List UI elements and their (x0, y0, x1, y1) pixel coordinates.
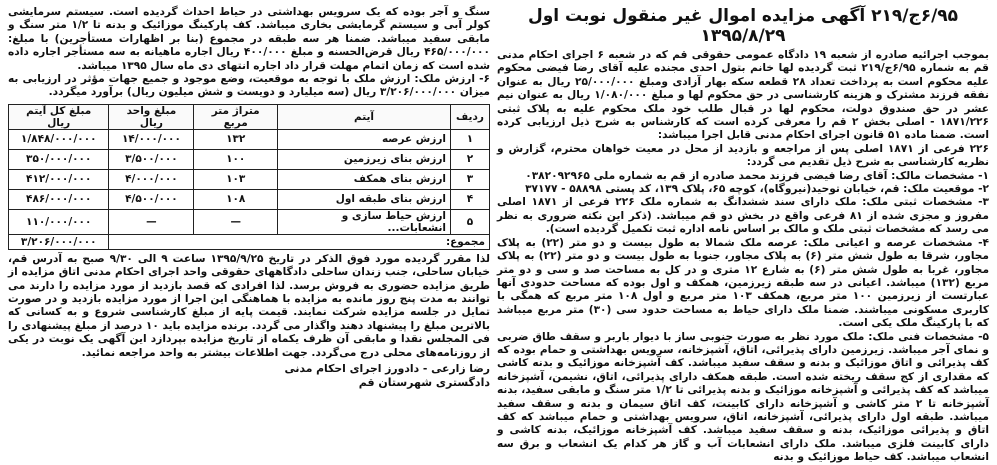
cell-unit-price: ۱۴/۰۰۰/۰۰۰ (109, 129, 194, 149)
cell-sum-value: ۳/۲۰۶/۰۰۰/۰۰۰ (9, 234, 109, 249)
cell-area: ۱۰۳ (194, 169, 278, 189)
cell-row-number: ۵ (451, 209, 490, 234)
cell-item: ارزش عرصه (278, 129, 451, 149)
cell-row-number: ۱ (451, 129, 490, 149)
cell-total-price: ۱/۸۴۸/۰۰۰/۰۰۰ (9, 129, 109, 149)
table-header-row (9, 104, 490, 129)
cell-row-number: ۲ (451, 149, 490, 169)
paragraph-report-intro: ۲۲۶ فرعی از ۱۸۷۱ اصلی پس از مراجعه و بازدید از محل در معیت خواهان محترم، گزارش و نظریه کارشناسی به شرح ذیل تقدیم می گردد: (497, 142, 989, 169)
cell-total-price: ۴۱۲/۰۰۰/۰۰۰ (9, 169, 109, 189)
header-row-number: ردیف (451, 104, 490, 129)
cell-area: — (194, 209, 278, 234)
header-total-price: مبلغ کل آیتم ریال (9, 104, 109, 129)
table-row (9, 169, 490, 189)
cell-unit-price: — (109, 209, 194, 234)
paragraph-location: ۲- موقعیت ملک: قم، خیابان توحید(نیروگاه)، کوچه ۶۵، پلاک ۱۳۹، کد پستی ۵۸۸۹۸ - ۳۷۱۷۷ (525, 183, 989, 196)
cell-unit-price: ۳/۵۰۰/۰۰۰ (109, 149, 194, 169)
court-name: دادگستری شهرستان قم (358, 376, 490, 390)
notice-title: ۶/۹۵ج/۲۱۹ آگهی مزایده اموال غیر منقول نوبت اول ۱۳۹۵/۸/۲۹ (527, 6, 959, 46)
header-area: متراژ متر مربع (194, 104, 278, 129)
paragraph-land-building: ۴- مشخصات عرصه و اعیانی ملک: عرصه ملک شمالا به طول بیست و دو متر (۲۲) به پلاک مجاور، شرقا به طول شش متر (۶) به پلاک مجاور، جنوبا به طول بیست و دو متر (۲۲) به پلاک مجاور، غربا به طول شش متر (۶) به شارع ۱۲ متری و در کل به مساحت صد و سی و دو متر مربع (۱۳۲) میباشد. اعیانی در سه طبقه زیرزمین، همکف و اول بوده که مساحت حدودی آنها عبارتست از زیرزمین ۱۰۰ متر مربع، همکف ۱۰۳ متر مربع و اول ۱۰۸ متر مربع که همگی با کاربری مسکونی میباشند. ضمنا ملک دارای حیاط به مساحت حدود سی (۳۰) متر مربع میباشد که با پارکینگ ملک یکی است. (497, 236, 990, 330)
header-unit-price: مبلغ واحد ریال (109, 104, 194, 129)
cell-sum-label: مجموع: (109, 234, 490, 249)
header-item: آیتم (278, 104, 451, 129)
paragraph-technical: ۵- مشخصات فنی ملک: ملک مورد نظر به صورت جنوبی ساز با دیوار باربر و سقف طاق ضربی و نمای آجر میباشد. زیرزمین دارای پذیرائی، اتاق، آشپزخانه، سرویس بهداشتی و حمام بوده که کف پذیرائی و اتاق موزائیک و بدنه و سقف سفید میباشد. کف آشپزخانه موزائیک و بدنه کاشی که مقداری از کج سقف ریخته شده است. طبقه همکف دارای پذیرائی، اتاق، نشیمن، آشپزخانه میباشد که کف پذیرائی و آشپزخانه موزائیک و بدنه پذیرائی تا ۱/۲ متر سنگ و مابقی سفید، بدنه آشپزخانه تا ۲ متر کاشی و آشپزخانه دارای کابینت، کف اتاق سیمان و بدنه و سقف سفید میباشد. طبقه اول دارای پذیرائی، آشپزخانه، اتاق، سرویس بهداشتی و حمام میباشد که کف اتاق و پذیرائی موزائیک، بدنه و سقف سفید میباشد. کف آشپزخانه موزائیک، بدنه کاشی و دارای کابینت فلزی میباشد. ملک دارای انشعابات آب و گاز هر کدام یک انشعاب و برق سه انشعاب میباشد. کف حیاط موزائیک و بدنه (497, 330, 989, 464)
cell-area: ۱۰۸ (194, 189, 278, 209)
cell-item: ارزش بنای طبقه اول (278, 189, 451, 209)
cell-area: ۱۳۲ (194, 129, 278, 149)
cell-unit-price: ۴/۰۰۰/۰۰۰ (109, 169, 194, 189)
paragraph-writ: بموجب اجرائیه صادره از شعبه ۱۹ دادگاه عمومی حقوقی قم که در شعبه ۶ اجرای احکام مدنی قم به شماره ۶/۹۵ج/۲۱۹ ثبت گردیده لها خانم بتول احدی مجنده علیه آقای رضا فیضی محکوم علیه محکوم است به پرداخت تعداد ۲۸ قطعه سکه بهار آزادی ومبلغ ۲۵/۰۰۰/۰۰۰ ریال به عنوان نفقه فرزند مشترک و هزینه کارشناسی در حق محکوم لها و مبلغ ۱/۰۸۰/۰۰۰ ریال به عنوان نیم عشر در حق صندوق دولت، محکوم لها در قبال طلب خود ملک محکوم علیه به پلاک ثبتی ۱۸۷۱/۲۲۶ - اصلی بخش ۲ قم را معرفی کرده است که کارشناس به شرح ذیل ارزیابی کرده است. ضمنا ماده ۵۱ قانون اجرای احکام مدنی قابل اجرا میباشد: (497, 49, 990, 142)
cell-unit-price: ۴/۵۰۰/۰۰۰ (109, 189, 194, 209)
notice-right-column (497, 6, 990, 464)
table-row (9, 189, 490, 209)
cell-row-number: ۳ (451, 169, 490, 189)
paragraph-owner: ۱- مشخصات مالک: آقای رضا فیضی فرزند محمد صادره از قم به شماره ملی ۰۳۸۲۰۹۲۹۶۵ (525, 169, 989, 182)
cell-total-price: ۱۱۰/۰۰۰/۰۰۰ (9, 209, 109, 234)
cell-row-number: ۴ (451, 189, 490, 209)
cell-item: ارزش بنای زیرزمین (278, 149, 451, 169)
table-row (9, 209, 490, 234)
paragraph-auction: لذا مقرر گردیده مورد فوق الذکر در تاریخ ۱۳۹۵/۹/۲۵ ساعت ۹ الی ۹/۳۰ صبح به آدرس قم، خیابان ساحلی، جنب زندان ساحلی دادگاههای حقوقی واحد اجرای احکام مدنی اتاق مزایده از طریق مزایده حضوری به فروش برسد. لذا افرادی که قصد بازدید از مورد مزایده را دارند می توانند به مدت پنج روز مانده به مزایده با هماهنگی این اجرا از مورد مزایده بازدید و در صورت تمایل در جلسه مزایده شرکت نمایند. قیمت پایه از مبلغ کارشناسی شروع و به کسانی که بالاترین مبلغ را پیشنهاد دهند واگذار می گردد. برنده مزایده باید ۱۰ درصد از مبلغ پیشنهادی را فی المجلس نقدا و مابقی آن ظرف یکماه از تاریخ مزایده بپردازد این آگهی یک نوبت در یکی از روزنامه‌های محلی درج می‌گردد. جهت اطلاعات بیشتر به واحد مراجعه نمائید. (8, 252, 490, 359)
cell-item: ارزش حیاط سازی و انشعابات... (278, 209, 451, 234)
cell-total-price: ۴۸۶/۰۰۰/۰۰۰ (9, 189, 109, 209)
paragraph-registration: ۳- مشخصات ثبتی ملک: ملک دارای سند ششدانگ به شماره ملک ۲۲۶ فرعی از ۱۸۷۱ اصلی مفروز و مجزی شده از ۸۱ فرعی واقع در بخش دو قم میباشد. (ذکر این نکته ضروری به نظر می رسد که مشخصات ثبتی ملک و مالک بر اساس نامه اداره ثبت تکمیل گردیده است). (497, 196, 989, 236)
cell-item: ارزش بنای همکف (278, 169, 451, 189)
table-row (9, 129, 490, 149)
valuation-table (8, 104, 490, 250)
paragraph-valuation: ۶- ارزش ملک: ارزش ملک با توجه به موقعیت، وضع موجود و جمیع جهات مؤثر در ارزیابی به میزان ۳/۲۰۶/۰۰۰/۰۰۰ ریال (سه میلیارد و دویست و شش میلیون ریال) برآورد میگردد. (8, 73, 490, 99)
signature: رضا زارعی - دادورز اجرای احکام مدنی (284, 362, 490, 376)
table-row (9, 149, 490, 169)
paragraph-yard-rent: سنگ و آجر بوده که یک سرویس بهداشتی در حیاط احداث گردیده است. سیستم سرمایشی کولر آبی و سیستم گرمایشی بخاری میباشد. کف پارکینگ موزائیک و بدنه تا ۱/۲ متر سنگ و مابقی سفید میباشد. ضمنا هر سه طبقه در مجموع (بنا بر اظهارات مستأجرین) با مبلغ: ۴۶۵/۰۰۰/۰۰۰ ریال قرض‌الحسنه و مبلغ ۴۰۰/۰۰۰ ریال اجاره ماهیانه به سه مستأجر اجاره داده شده است که زمان اتمام مهلت قرار داد اجاره انتهای دی ماه سال ۱۳۹۵ میباشد. (8, 6, 490, 72)
table-sum-row (9, 234, 490, 249)
notice-left-column (8, 6, 490, 451)
cell-area: ۱۰۰ (194, 149, 278, 169)
cell-total-price: ۳۵۰/۰۰۰/۰۰۰ (9, 149, 109, 169)
